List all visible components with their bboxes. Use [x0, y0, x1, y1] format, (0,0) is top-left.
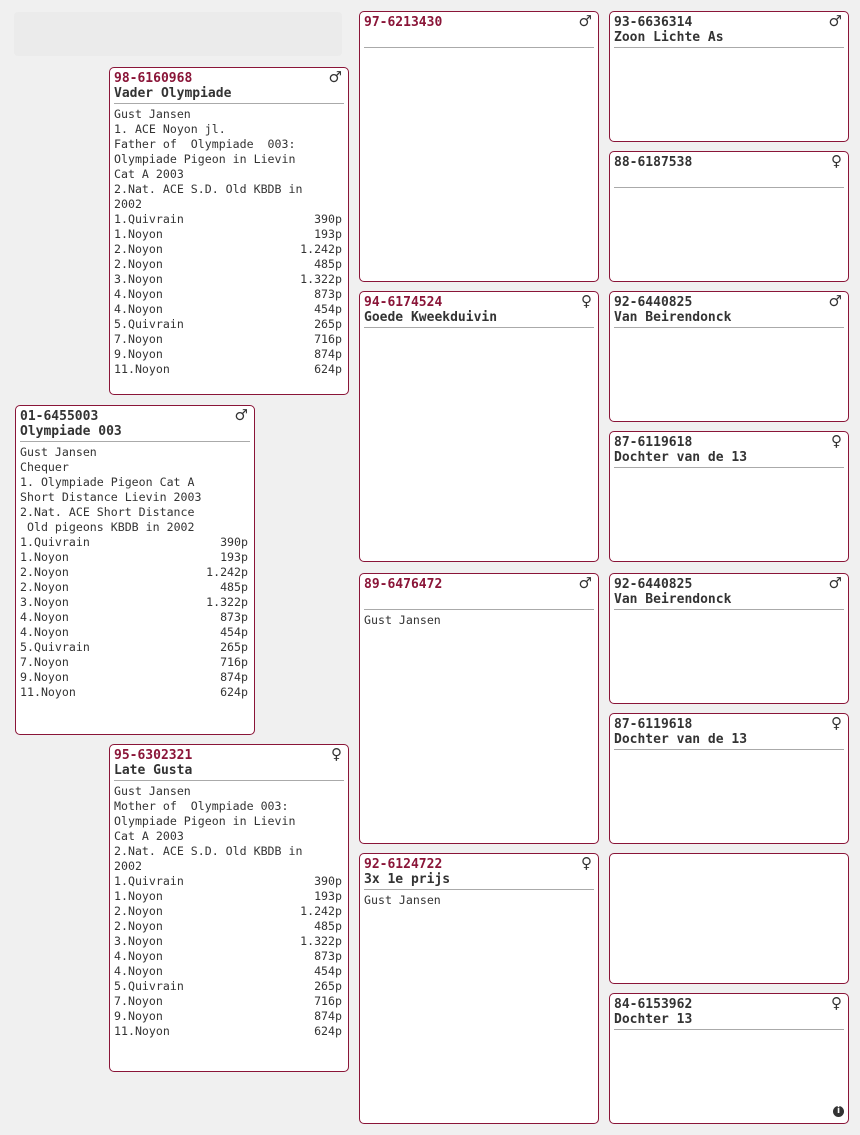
result-row: 5.Quivrain 265p [114, 317, 342, 331]
card-body [114, 784, 344, 1039]
pigeon-name: Dochter van de 13 [614, 732, 748, 747]
great-grandparent-card[interactable] [609, 431, 849, 562]
result-row: 11.Noyon 624p [114, 362, 342, 376]
male-icon: ♂ [828, 292, 842, 310]
grandparent-card[interactable] [359, 11, 599, 282]
result-row: 4.Noyon 873p [114, 949, 342, 963]
note-line: Olympiade Pigeon in Lievin [114, 814, 296, 828]
result-row: 5.Quivrain 265p [114, 979, 342, 993]
ring-number: 87-6119618 [614, 435, 693, 450]
ring-number: 92-6440825 [614, 577, 693, 592]
ring-number: 88-6187538 [614, 155, 693, 170]
ring-number: 84-6153962 [614, 997, 693, 1012]
result-row: 2.Noyon 1.242p [114, 242, 342, 256]
great-grandparent-card[interactable] [609, 573, 849, 704]
great-grandparent-card[interactable] [609, 11, 849, 142]
result-row: 3.Noyon 1.322p [20, 595, 248, 609]
note-line: 2.Nat. ACE S.D. Old KBDB in [114, 844, 303, 858]
result-row: 4.Noyon 873p [20, 610, 248, 624]
note-line: Gust Jansen [114, 784, 191, 798]
pigeon-name: Van Beirendonck [614, 592, 732, 607]
card-body [364, 893, 594, 908]
result-row: 9.Noyon 874p [114, 347, 342, 361]
info-icon[interactable]: i [833, 1106, 844, 1117]
result-row: 2.Noyon 485p [20, 580, 248, 594]
male-icon: ♂ [578, 12, 592, 30]
card-header [614, 432, 844, 468]
grandparent-card[interactable] [359, 291, 599, 562]
result-row: 2.Noyon 1.242p [114, 904, 342, 918]
card-header [614, 994, 844, 1030]
father-card[interactable] [109, 67, 349, 395]
note-line: 2.Nat. ACE Short Distance [20, 505, 195, 519]
note-line: Gust Jansen [364, 613, 441, 627]
great-grandparent-card-empty[interactable] [609, 853, 849, 984]
pigeon-name [364, 592, 594, 607]
male-icon: ♂ [828, 574, 842, 592]
female-icon: ♀ [331, 745, 342, 763]
pigeon-name: Zoon Lichte As [614, 30, 724, 45]
note-line: 1. ACE Noyon jl. [114, 122, 226, 136]
note-line: 2002 [114, 859, 142, 873]
result-row: 9.Noyon 874p [114, 1009, 342, 1023]
note-line: Olympiade Pigeon in Lievin [114, 152, 296, 166]
card-header [114, 745, 344, 781]
note-line: Chequer [20, 460, 69, 474]
result-row: 2.Noyon 1.242p [20, 565, 248, 579]
pigeon-name: 3x 1e prijs [364, 872, 451, 887]
note-line: Gust Jansen [364, 893, 441, 907]
great-grandparent-card[interactable] [609, 291, 849, 422]
ring-number: 98-6160968 [114, 71, 193, 86]
note-line: 2002 [114, 197, 142, 211]
pigeon-name: Olympiade 003 [20, 424, 122, 439]
result-row: 7.Noyon 716p [114, 332, 342, 346]
result-row: 2.Noyon 485p [114, 257, 342, 271]
pigeon-name: Vader Olympiade [114, 86, 232, 101]
note-line: Mother of Olympiade 003: [114, 799, 289, 813]
pigeon-name [614, 170, 844, 185]
card-header [114, 68, 344, 104]
card-header [364, 854, 594, 890]
card-header [364, 574, 594, 610]
result-row: 3.Noyon 1.322p [114, 272, 342, 286]
female-icon: ♀ [581, 854, 592, 872]
note-line: Short Distance Lievin 2003 [20, 490, 202, 504]
note-line: 1. Olympiade Pigeon Cat A [20, 475, 195, 489]
note-line: Old pigeons KBDB in 2002 [20, 520, 195, 534]
result-row: 1.Quivrain 390p [114, 874, 342, 888]
card-body [20, 445, 250, 700]
card-header [614, 714, 844, 750]
result-row: 1.Quivrain 390p [20, 535, 248, 549]
card-header [614, 574, 844, 610]
result-row: 4.Noyon 873p [114, 287, 342, 301]
ring-number: 01-6455003 [20, 409, 99, 424]
female-icon: ♀ [831, 714, 842, 732]
great-grandparent-card[interactable] [609, 713, 849, 844]
result-row: 3.Noyon 1.322p [114, 934, 342, 948]
result-row: 7.Noyon 716p [20, 655, 248, 669]
card-header [614, 12, 844, 48]
ring-number: 93-6636314 [614, 15, 693, 30]
pigeon-name [364, 30, 594, 45]
card-header [364, 12, 594, 48]
female-icon: ♀ [581, 292, 592, 310]
card-header [364, 292, 594, 328]
card-header [614, 292, 844, 328]
mother-card[interactable] [109, 744, 349, 1072]
male-icon: ♂ [578, 574, 592, 592]
result-row: 5.Quivrain 265p [20, 640, 248, 654]
note-line: Father of Olympiade 003: [114, 137, 296, 151]
result-row: 1.Quivrain 390p [114, 212, 342, 226]
result-row: 4.Noyon 454p [20, 625, 248, 639]
note-line: 2.Nat. ACE S.D. Old KBDB in [114, 182, 303, 196]
ring-number: 97-6213430 [364, 15, 443, 30]
result-row: 1.Noyon 193p [114, 889, 342, 903]
pigeon-name: Goede Kweekduivin [364, 310, 498, 325]
note-line: Gust Jansen [20, 445, 97, 459]
great-grandparent-card[interactable] [609, 151, 849, 282]
result-row: 4.Noyon 454p [114, 964, 342, 978]
card-header [614, 152, 844, 188]
note-line: Cat A 2003 [114, 829, 184, 843]
pigeon-name: Dochter 13 [614, 1012, 693, 1027]
female-icon: ♀ [831, 152, 842, 170]
pigeon-name: Late Gusta [114, 763, 193, 778]
result-row: 11.Noyon 624p [20, 685, 248, 699]
card-header [20, 406, 250, 442]
result-row: 11.Noyon 624p [114, 1024, 342, 1038]
male-icon: ♂ [328, 68, 342, 86]
result-row: 1.Noyon 193p [114, 227, 342, 241]
subject-card[interactable] [15, 405, 255, 735]
result-row: 7.Noyon 716p [114, 994, 342, 1008]
male-icon: ♂ [828, 12, 842, 30]
ring-number: 87-6119618 [614, 717, 693, 732]
card-body [114, 107, 344, 377]
result-row: 4.Noyon 454p [114, 302, 342, 316]
ring-number: 95-6302321 [114, 748, 193, 763]
result-row: 2.Noyon 485p [114, 919, 342, 933]
pigeon-name: Van Beirendonck [614, 310, 732, 325]
result-row: 1.Noyon 193p [20, 550, 248, 564]
ring-number: 89-6476472 [364, 577, 443, 592]
note-line: Gust Jansen [114, 107, 191, 121]
ring-number: 92-6124722 [364, 857, 443, 872]
note-line: Cat A 2003 [114, 167, 184, 181]
female-icon: ♀ [831, 432, 842, 450]
female-icon: ♀ [831, 994, 842, 1012]
grandparent-card[interactable] [359, 853, 599, 1124]
ring-number: 94-6174524 [364, 295, 443, 310]
ring-number: 92-6440825 [614, 295, 693, 310]
card-body [364, 613, 594, 628]
great-grandparent-card[interactable] [609, 993, 849, 1124]
grandparent-card[interactable] [359, 573, 599, 844]
pigeon-name: Dochter van de 13 [614, 450, 748, 465]
result-row: 9.Noyon 874p [20, 670, 248, 684]
male-icon: ♂ [234, 406, 248, 424]
header-placeholder [14, 12, 342, 56]
